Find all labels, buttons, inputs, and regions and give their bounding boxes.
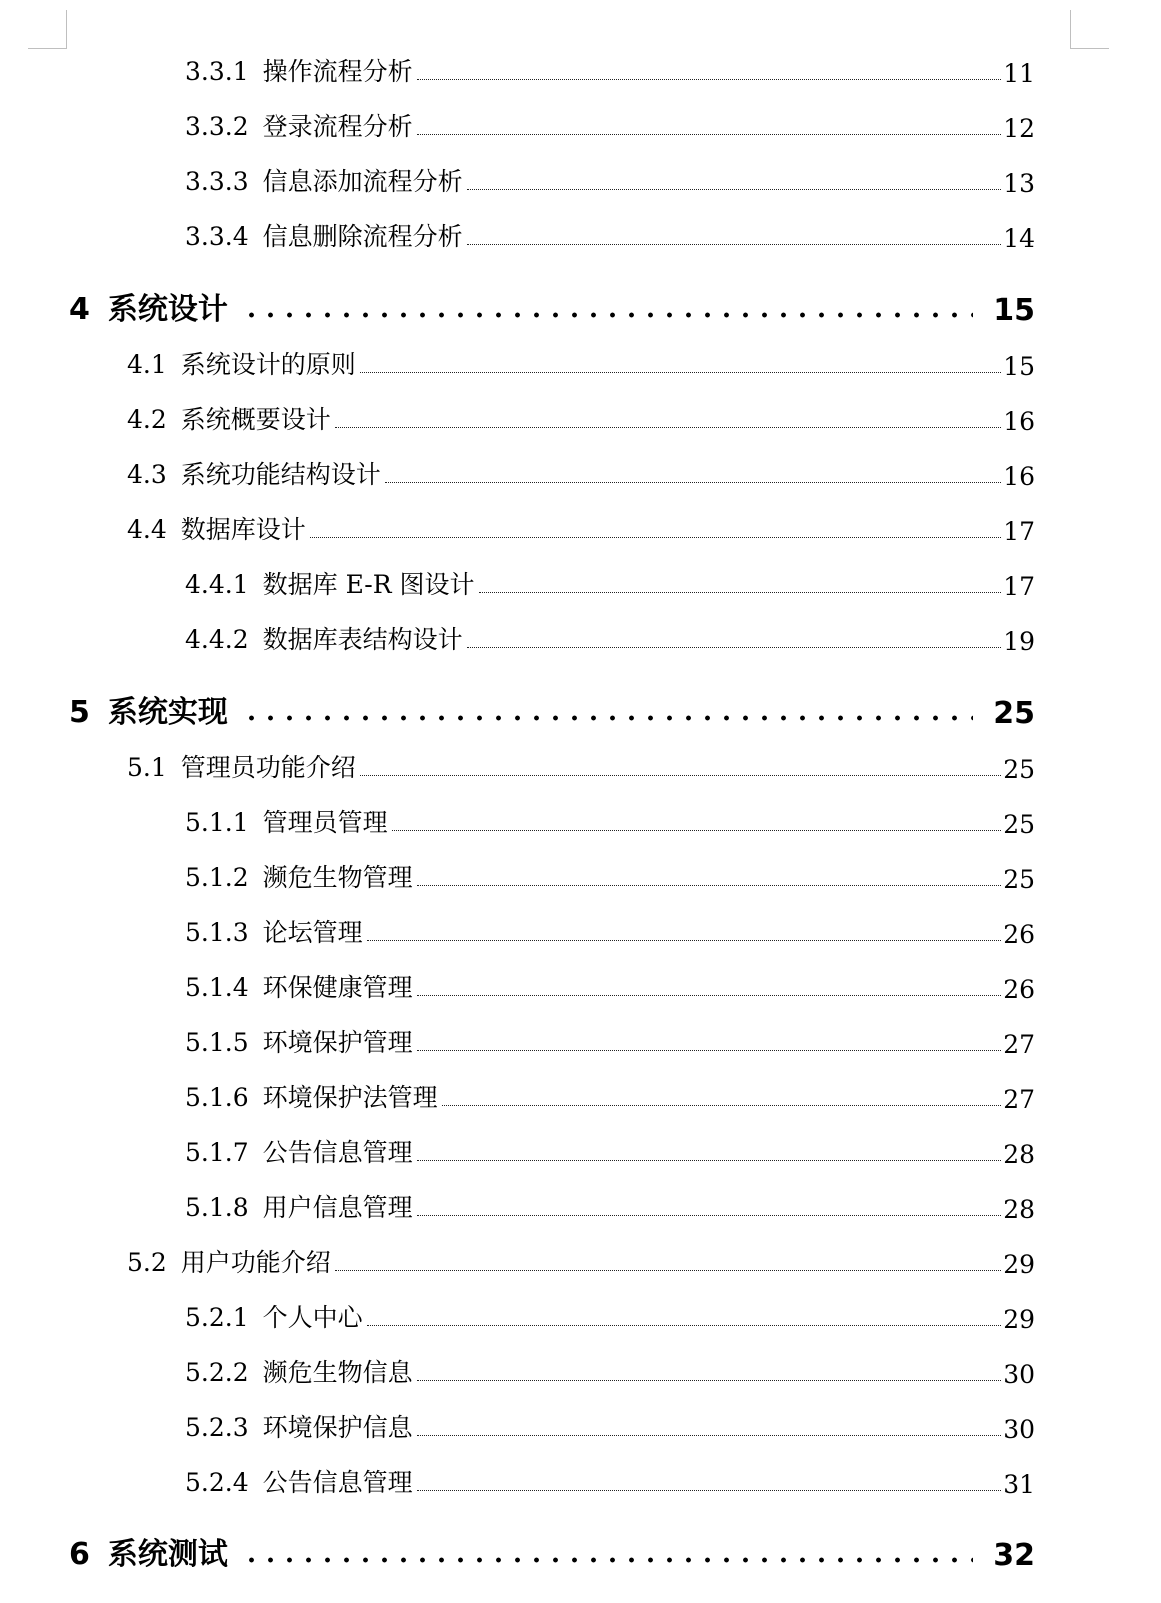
toc-entry-page-number: 26 bbox=[1003, 975, 1035, 1004]
page-corner-mark-right bbox=[1070, 10, 1109, 49]
toc-entry-label bbox=[185, 1463, 413, 1499]
toc-entry-page-number: 28 bbox=[1003, 1195, 1035, 1224]
toc-entry[interactable] bbox=[0, 1188, 1161, 1224]
toc-entry-number: 3.3.3 bbox=[185, 167, 249, 196]
toc-entry-title: 数据库 E-R 图设计 bbox=[262, 570, 475, 599]
toc-dot-leader bbox=[310, 537, 1001, 538]
toc-entry[interactable] bbox=[0, 803, 1161, 839]
toc-dot-leader bbox=[385, 482, 1001, 483]
toc-entry-title: 环保健康管理 bbox=[262, 973, 413, 1002]
toc-entry-title: 系统设计的原则 bbox=[180, 350, 356, 379]
toc-entry[interactable] bbox=[0, 1298, 1161, 1334]
toc-entry-title: 公告信息管理 bbox=[262, 1138, 413, 1167]
toc-entry-page-number: 16 bbox=[1003, 407, 1035, 436]
toc-entry-label bbox=[185, 1133, 413, 1169]
toc-entry-page-number: 30 bbox=[1003, 1360, 1035, 1389]
toc-dot-leader bbox=[367, 1325, 1002, 1326]
toc-dot-leader bbox=[417, 1435, 1002, 1436]
toc-entry[interactable] bbox=[0, 1023, 1161, 1059]
toc-entry-number: 5.2.4 bbox=[185, 1468, 249, 1497]
toc-entry-label bbox=[185, 565, 475, 601]
toc-dot-leader bbox=[467, 647, 1002, 648]
toc-entry-number: 4.2 bbox=[127, 405, 167, 434]
toc-entry-label bbox=[69, 1529, 228, 1573]
toc-entry-number: 4.3 bbox=[127, 460, 167, 489]
toc-entry-number: 3.3.4 bbox=[185, 222, 249, 251]
toc-entry-page-number: 12 bbox=[1003, 114, 1035, 143]
toc-entry-title: 系统实现 bbox=[107, 695, 228, 730]
toc-entry-page-number: 19 bbox=[1003, 627, 1035, 656]
toc-entry[interactable] bbox=[0, 52, 1161, 88]
toc-dot-leader bbox=[417, 134, 1002, 135]
toc-entry[interactable] bbox=[0, 913, 1161, 949]
toc-dot-leader bbox=[392, 830, 1002, 831]
toc-entry-title: 用户信息管理 bbox=[262, 1193, 413, 1222]
toc-entry-label bbox=[185, 52, 413, 88]
toc-entry-page-number: 30 bbox=[1003, 1415, 1035, 1444]
toc-entry[interactable] bbox=[0, 1527, 1161, 1573]
toc-dot-leader bbox=[242, 312, 973, 318]
toc-dot-leader bbox=[417, 1490, 1002, 1491]
toc-entry-page-number: 28 bbox=[1003, 1140, 1035, 1169]
toc-entry-number: 5 bbox=[69, 695, 90, 730]
toc-entry-title: 濒危生物管理 bbox=[262, 863, 413, 892]
toc-entry-number: 5.1 bbox=[127, 753, 167, 782]
toc-entry-label bbox=[127, 400, 331, 436]
toc-entry[interactable] bbox=[0, 685, 1161, 731]
toc-entry-label bbox=[185, 217, 463, 253]
toc-entry-number: 5.1.3 bbox=[185, 918, 249, 947]
toc-entry[interactable] bbox=[0, 217, 1161, 253]
toc-dot-leader bbox=[360, 372, 1001, 373]
toc-dot-leader bbox=[417, 79, 1002, 80]
toc-entry-label bbox=[127, 455, 381, 491]
toc-entry-number: 6 bbox=[69, 1537, 90, 1572]
toc-entry-number: 5.1.8 bbox=[185, 1193, 249, 1222]
toc-entry-page-number: 15 bbox=[1003, 352, 1035, 381]
toc-entry-label bbox=[185, 1353, 413, 1389]
toc-dot-leader bbox=[467, 189, 1002, 190]
toc-entry[interactable] bbox=[0, 858, 1161, 894]
toc-entry-page-number: 25 bbox=[1003, 755, 1035, 784]
toc-entry-page-number: 27 bbox=[1003, 1030, 1035, 1059]
toc-entry-title: 论坛管理 bbox=[262, 918, 363, 947]
toc-entry-number: 5.2.1 bbox=[185, 1303, 249, 1332]
toc-dot-leader bbox=[242, 1557, 973, 1563]
toc-entry-title: 公告信息管理 bbox=[262, 1468, 413, 1497]
toc-dot-leader bbox=[242, 715, 973, 721]
toc-entry-label bbox=[185, 913, 363, 949]
toc-entry[interactable] bbox=[0, 1408, 1161, 1444]
toc-entry-label bbox=[185, 162, 463, 198]
toc-dot-leader bbox=[417, 885, 1002, 886]
toc-entry-label bbox=[69, 284, 228, 328]
toc-entry-label bbox=[185, 1408, 413, 1444]
toc-entry-title: 系统概要设计 bbox=[180, 405, 331, 434]
toc-entry-label bbox=[185, 1298, 363, 1334]
toc-entry-label bbox=[185, 803, 388, 839]
toc-entry-label bbox=[127, 345, 356, 381]
toc-entry[interactable] bbox=[0, 107, 1161, 143]
toc-entry-number: 5.2.3 bbox=[185, 1413, 249, 1442]
toc-entry-title: 系统功能结构设计 bbox=[180, 460, 381, 489]
toc-entry-number: 5.1.5 bbox=[185, 1028, 249, 1057]
toc-entry-label bbox=[185, 858, 413, 894]
toc-entry-page-number: 17 bbox=[1003, 517, 1035, 546]
page-corner-mark-left bbox=[28, 10, 67, 49]
toc-entry-label bbox=[127, 748, 356, 784]
toc-entry-title: 信息删除流程分析 bbox=[262, 222, 463, 251]
toc-entry[interactable] bbox=[0, 345, 1161, 381]
toc-dot-leader bbox=[417, 1380, 1002, 1381]
toc-entry-page-number: 13 bbox=[1003, 169, 1035, 198]
toc-dot-leader bbox=[360, 775, 1001, 776]
toc-entry-title: 用户功能介绍 bbox=[180, 1248, 331, 1277]
toc-entry[interactable] bbox=[0, 1353, 1161, 1389]
toc-entry-page-number: 32 bbox=[993, 1538, 1035, 1573]
toc-dot-leader bbox=[367, 940, 1002, 941]
toc-entry-label bbox=[185, 1023, 413, 1059]
toc-entry[interactable] bbox=[0, 455, 1161, 491]
toc-entry-page-number: 27 bbox=[1003, 1085, 1035, 1114]
toc-entry-page-number: 17 bbox=[1003, 572, 1035, 601]
toc-entry-page-number: 25 bbox=[993, 696, 1035, 731]
toc-entry[interactable] bbox=[0, 968, 1161, 1004]
toc-dot-leader bbox=[335, 427, 1001, 428]
toc-entry-page-number: 31 bbox=[1003, 1470, 1035, 1499]
toc-entry-label bbox=[185, 968, 413, 1004]
toc-entry[interactable] bbox=[0, 510, 1161, 546]
toc-dot-leader bbox=[335, 1270, 1001, 1271]
toc-entry-number: 5.1.1 bbox=[185, 808, 249, 837]
toc-entry-page-number: 29 bbox=[1003, 1305, 1035, 1334]
toc-entry-number: 5.2.2 bbox=[185, 1358, 249, 1387]
toc-entry-page-number: 14 bbox=[1003, 224, 1035, 253]
toc-dot-leader bbox=[467, 244, 1002, 245]
toc-entry[interactable] bbox=[0, 400, 1161, 436]
toc-entry-number: 3.3.2 bbox=[185, 112, 249, 141]
toc-entry-page-number: 29 bbox=[1003, 1250, 1035, 1279]
toc-entry-title: 信息添加流程分析 bbox=[262, 167, 463, 196]
toc-entry[interactable] bbox=[0, 748, 1161, 784]
toc-entry-number: 5.1.7 bbox=[185, 1138, 249, 1167]
toc-entry[interactable] bbox=[0, 162, 1161, 198]
toc-entry-label bbox=[69, 687, 228, 731]
toc-entry-title: 濒危生物信息 bbox=[262, 1358, 413, 1387]
toc-entry-label bbox=[127, 1243, 331, 1279]
toc-entry[interactable] bbox=[0, 1078, 1161, 1114]
toc-entry-label bbox=[185, 107, 413, 143]
toc-entry-label bbox=[185, 1078, 438, 1114]
toc-entry-title: 环境保护信息 bbox=[262, 1413, 413, 1442]
toc-entry-title: 系统设计 bbox=[107, 292, 228, 327]
toc-entry-number: 4.4.2 bbox=[185, 625, 249, 654]
toc-entry-label bbox=[185, 620, 463, 656]
toc-entry-page-number: 25 bbox=[1003, 865, 1035, 894]
toc-entry-number: 4.4 bbox=[127, 515, 167, 544]
toc-entry-title: 系统测试 bbox=[107, 1537, 228, 1572]
toc-entry[interactable] bbox=[0, 565, 1161, 601]
toc-entry-title: 操作流程分析 bbox=[262, 57, 413, 86]
toc-entry[interactable] bbox=[0, 282, 1161, 328]
toc-entry-label bbox=[127, 510, 306, 546]
toc-entry-page-number: 16 bbox=[1003, 462, 1035, 491]
toc-entry-title: 管理员管理 bbox=[262, 808, 388, 837]
toc-entry-title: 数据库设计 bbox=[180, 515, 306, 544]
toc-dot-leader bbox=[442, 1105, 1002, 1106]
toc-entry-number: 4 bbox=[69, 292, 90, 327]
toc-entry-number: 5.2 bbox=[127, 1248, 167, 1277]
toc-entry-number: 4.4.1 bbox=[185, 570, 249, 599]
toc-entry[interactable] bbox=[0, 1463, 1161, 1499]
toc-entry[interactable] bbox=[0, 1133, 1161, 1169]
toc-dot-leader bbox=[417, 1050, 1002, 1051]
toc-dot-leader bbox=[417, 995, 1002, 996]
toc-entry-page-number: 25 bbox=[1003, 810, 1035, 839]
toc-entry-title: 登录流程分析 bbox=[262, 112, 413, 141]
toc-entry-title: 数据库表结构设计 bbox=[262, 625, 463, 654]
toc-entry-number: 4.1 bbox=[127, 350, 167, 379]
toc-entry[interactable] bbox=[0, 620, 1161, 656]
toc-entry-number: 5.1.6 bbox=[185, 1083, 249, 1112]
toc-entry-title: 环境保护管理 bbox=[262, 1028, 413, 1057]
toc-entry-label bbox=[185, 1188, 413, 1224]
toc-entry-page-number: 26 bbox=[1003, 920, 1035, 949]
toc-entry-number: 5.1.4 bbox=[185, 973, 249, 1002]
toc-entry-page-number: 11 bbox=[1003, 59, 1035, 88]
toc-entry-title: 管理员功能介绍 bbox=[180, 753, 356, 782]
toc-dot-leader bbox=[479, 592, 1002, 593]
toc-dot-leader bbox=[417, 1160, 1002, 1161]
toc-entry-number: 3.3.1 bbox=[185, 57, 249, 86]
toc-entry[interactable] bbox=[0, 1243, 1161, 1279]
toc-entry-number: 5.1.2 bbox=[185, 863, 249, 892]
toc-entry-title: 个人中心 bbox=[262, 1303, 363, 1332]
toc-entry-page-number: 15 bbox=[993, 293, 1035, 328]
toc-entry-title: 环境保护法管理 bbox=[262, 1083, 438, 1112]
toc-dot-leader bbox=[417, 1215, 1002, 1216]
